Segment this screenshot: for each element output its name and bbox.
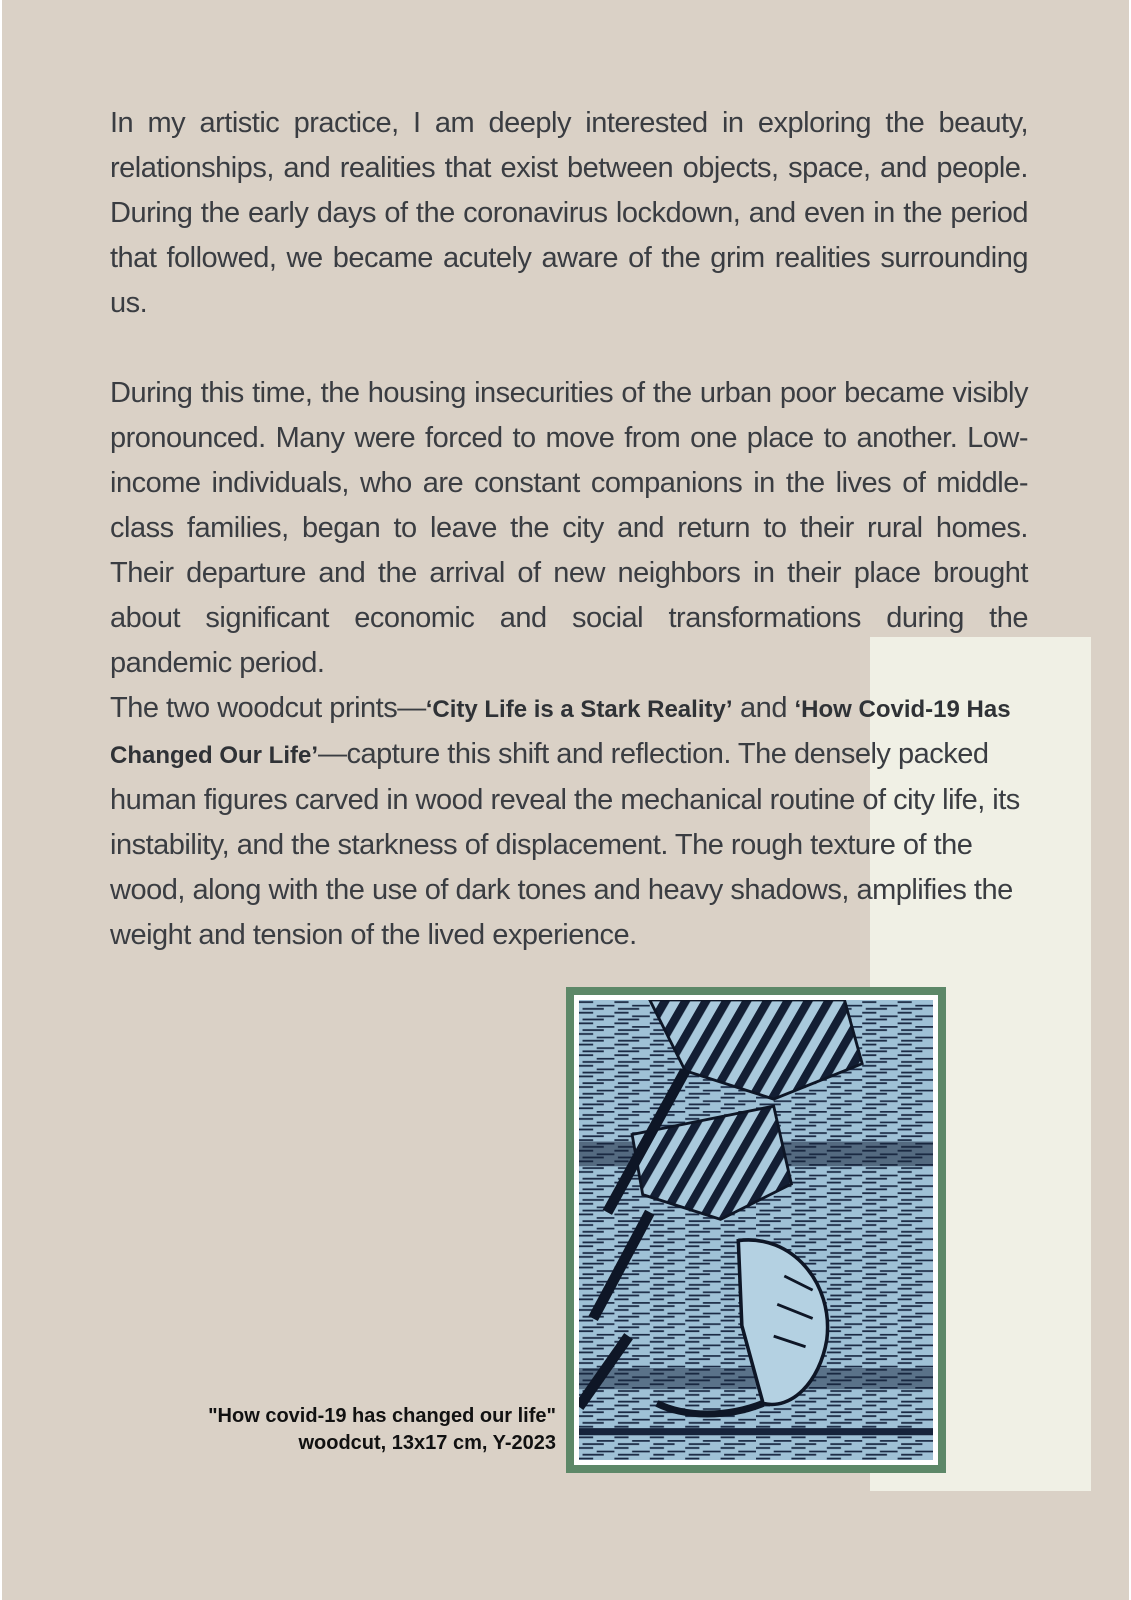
- paragraph-3-connector: and: [732, 692, 795, 724]
- paragraph-3-intro: The two woodcut prints—: [110, 692, 426, 724]
- artwork-caption: [132, 1403, 556, 1457]
- paragraph-3: [110, 686, 1028, 958]
- caption-title: "How covid-19 has changed our life": [208, 1405, 556, 1427]
- paragraph-3-rest: —capture this shift and reflection. The densely packed human figures carved in wood reveal the mechanical routine of city life, its instability, and the starkness of displacement. The rough texture of the wood, along with the use of dark tones and heavy shadows, amplifies the weight and tension of the lived experience.: [110, 738, 1020, 951]
- paragraph-2: During this time, the housing insecurities of the urban poor became visibly pronounced. Many were forced to move from one place to another. Low-income individuals, who are constant companions in the lives of middle-class families, began to leave the city and return to their rural homes. Their departure and the arrival of new neighbors in their place brought about significant economic and social transformations during the pandemic period.: [110, 377, 1028, 679]
- print-title-1: ‘City Life is a Stark Reality’: [425, 696, 733, 723]
- document-page: [2, 0, 1129, 1600]
- print-title-2: ‘How Covid-19 Has Changed Our Life’: [110, 696, 1011, 769]
- artwork-frame: [566, 987, 946, 1473]
- artwork-mat: [574, 995, 938, 1465]
- body-text: [110, 101, 1028, 958]
- paragraph-1: In my artistic practice, I am deeply interested in exploring the beauty, relationships, and realities that exist between objects, space, and people. During the early days of the coronavirus lockdown, and even in the period that followed, we became acutely aware of the grim realities surrounding us.: [110, 107, 1028, 319]
- woodcut-print-image: [579, 1000, 933, 1460]
- caption-details: woodcut, 13x17 cm, Y-2023: [298, 1432, 556, 1454]
